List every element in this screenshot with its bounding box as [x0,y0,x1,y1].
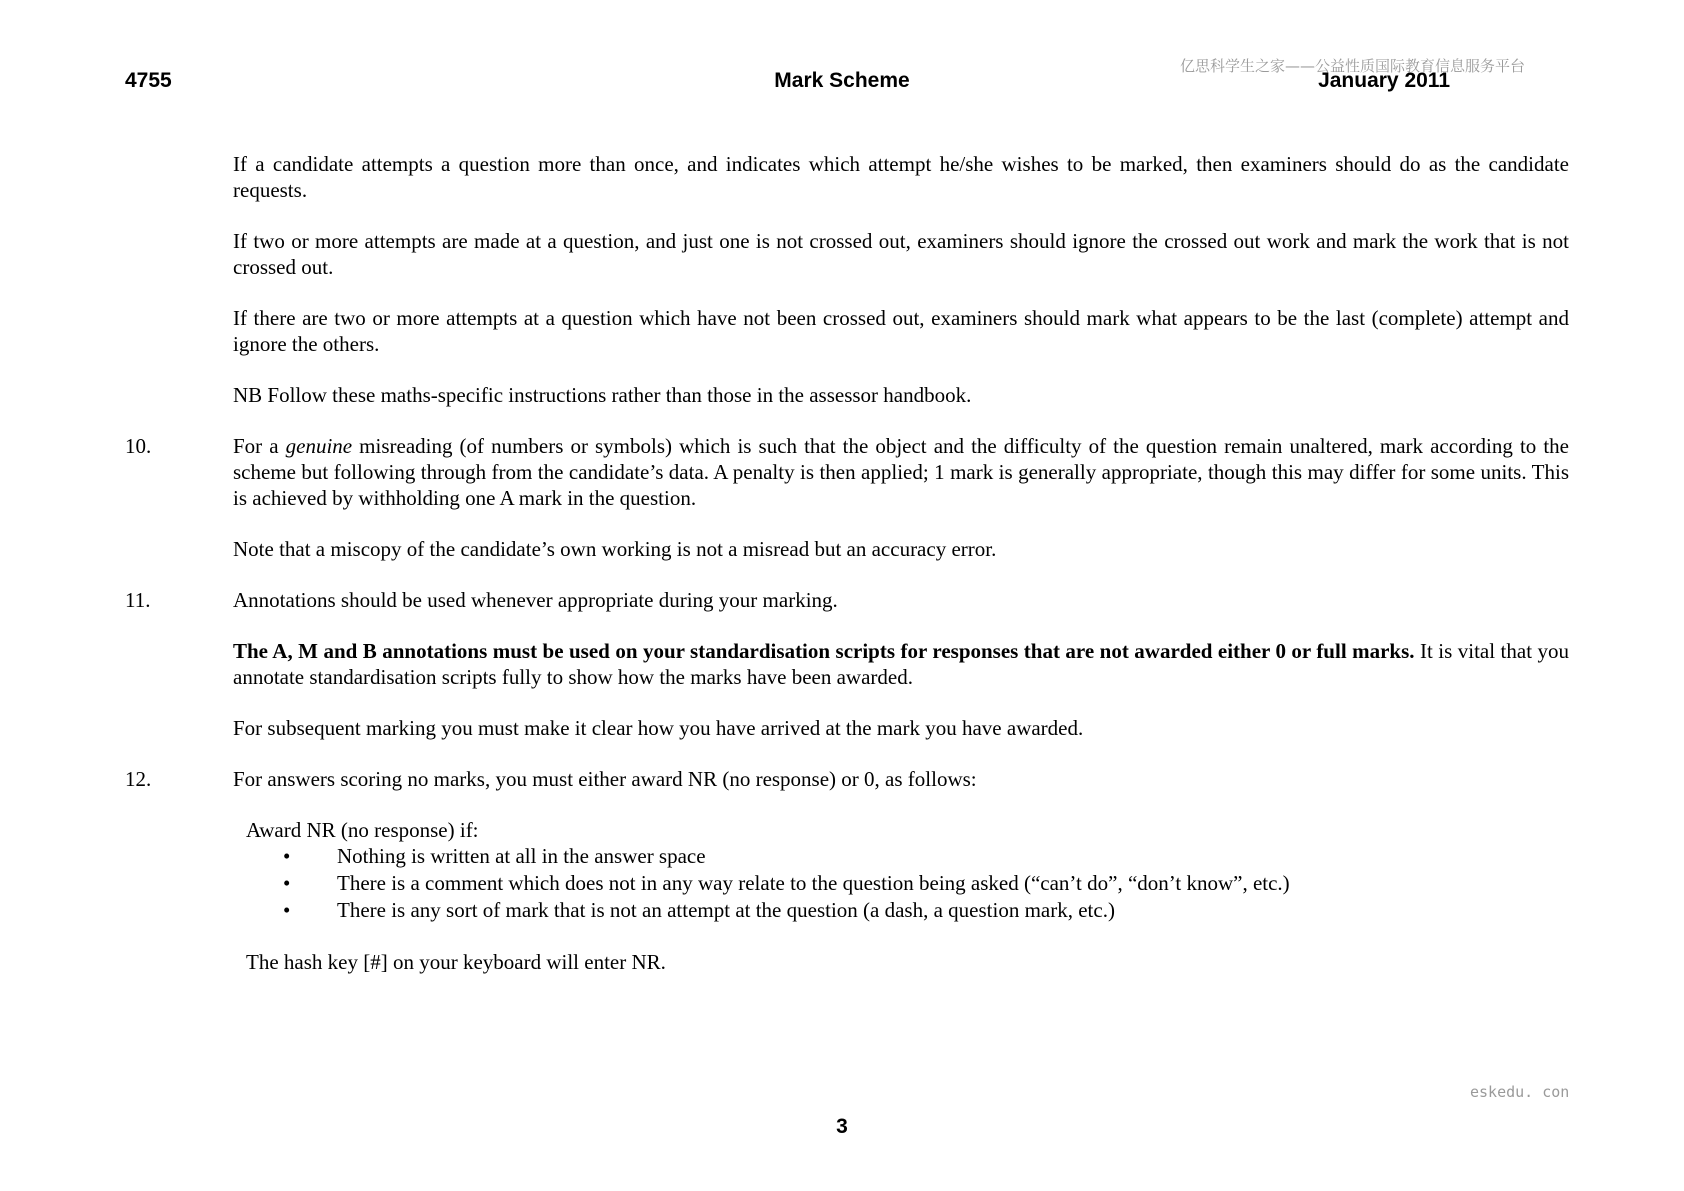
list-item-text: There is a comment which does not in any way relate to the question being asked (“can’t do”, “don’t know”, etc.) [337,871,1290,895]
watermark-top: 亿思科学生之家——公益性质国际教育信息服务平台 [1180,57,1526,75]
item-12-text: For answers scoring no marks, you must either award NR (no response) or 0, as follows: [233,767,977,791]
document-date: January 2011 [1318,69,1450,92]
watermark-bottom: eskedu. con [1470,1083,1570,1101]
page-number: 3 [836,1115,848,1138]
hash-key-note: The hash key [#] on your keyboard will enter NR. [246,950,666,974]
list-item-text: There is any sort of mark that is not an attempt at the question (a dash, a question mark, etc.) [337,898,1115,922]
item-10-text-pre: For a [233,434,286,458]
bullet-icon: • [283,844,291,868]
paragraph-crossed-out: If two or more attempts are made at a question, and just one is not crossed out, examiners should ignore the crossed out work and mark the work that is not crossed out. [233,229,1569,279]
item-10-text [233,433,1569,511]
item-10-text-post: misreading (of numbers or symbols) which is such that the object and the difficulty of the question remain unaltered, mark according to the scheme but following through from the candidate’s data. A penalty is then applied; 1 mark is generally appropriate, though this may differ for some units. This is achieved by withholding one A mark in the question. [233,434,1569,510]
bullet-icon: • [283,871,291,895]
bullet-icon: • [283,898,291,922]
item-11-text: Annotations should be used whenever appropriate during your marking. [233,588,838,612]
item-11-bold: The A, M and B annotations must be used on your standardisation scripts for responses that are not awarded either 0 or full marks. [233,639,1415,663]
item-number-12: 12. [125,767,152,791]
item-10-italic: genuine [285,434,353,458]
item-11-annotations [233,638,1569,690]
list-item-text: Nothing is written at all in the answer space [337,844,706,868]
item-number-10: 10. [125,434,152,458]
document-code: 4755 [125,69,172,92]
item-10-note: Note that a miscopy of the candidate’s own working is not a misread but an accuracy error. [233,537,997,561]
item-11-subsequent: For subsequent marking you must make it clear how you have arrived at the mark you have awarded. [233,716,1084,740]
paragraph-last-attempt: If there are two or more attempts at a question which have not been crossed out, examiners should mark what appears to be the last (complete) attempt and ignore the others. [233,306,1569,356]
item-11-after-bold: It is vital that you annotate standardisation scripts fully to show how the marks have been awarded. [233,639,1569,689]
paragraph-multiple-attempts: If a candidate attempts a question more than once, and indicates which attempt he/she wishes to be marked, then examiners should do as the candidate requests. [233,152,1569,202]
award-nr-heading: Award NR (no response) if: [246,818,479,842]
document-title: Mark Scheme [774,69,910,92]
paragraph-nb: NB Follow these maths-specific instructions rather than those in the assessor handbook. [233,383,972,407]
item-number-11: 11. [125,588,151,612]
